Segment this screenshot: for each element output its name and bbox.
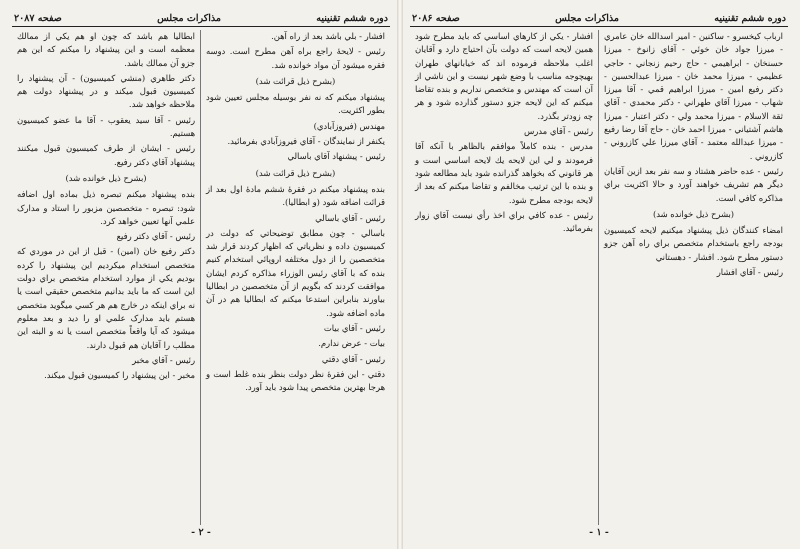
paragraph: رئيس - آقاي دقتي [321,353,385,364]
left-header-section: دوره ششم تقنينيه [316,13,388,24]
paragraph: پيشنهاد ميکنم که نه نفر بوسيله مجلس تعيين شود بطور اكثريت. [206,92,385,116]
left-page-footer: - ۲ - [191,527,211,538]
paragraph: مدرس - بنده كاملاً موافقم بالظاهر با آنكه آقا فرمودند و لي اين لايحه يك لايحه اساسي است و هر قانوني كه بخواهد گذرانده شود بايد مطالعه شود و بنده با اين ترتيب مخالفم و تقاضا ميكنم كه بعد از لايحه بودجه مطرح شود. [415,141,593,205]
right-page-header [410,6,788,27]
paragraph: يكنفر از نمايندگان - آقاي فيروزآبادي بفرمائيد. [227,136,385,147]
paragraph: مهندس (فيروزآبادي) [313,120,385,131]
right-page-left-column [410,30,599,525]
right-header-title: مذاكرات مجلس [555,13,619,24]
left-page [12,6,390,541]
book-gutter [397,0,403,549]
right-page-right-column [599,30,788,525]
paragraph: رئيس - آقاي دكتر رفيع [116,231,195,242]
paragraph: افشار - بلي باشد بعد از راه آهن. [271,31,385,41]
left-header-title: مذاكرات مجلس [157,13,221,24]
paragraph: دقتي - اين فقرهٔ نظر دولت بنظر بنده غلط است و هرجا بهترين متخصص پيدا شود بايد آورد. [206,368,385,393]
paragraph: بنده پيشنهاد ميکنم در فقرهٔ ششم مادهٔ اول بعد از قرائت اضافه شود (و ابطاليا). [206,183,385,208]
centered-note: (بشرح ذيل قرائت شد) [255,167,336,178]
paragraph: ارباب كيخسرو - ساكنين - امير اسدالله خان عامري - ميرزا جواد خان خوئي - آقاي زانوخ - ميرزا حسنخان - ابراهيمي - حاج رحيم زنجاني - حاجي عظيمي - ميرزا محمد خان - ميرزا عبدالحسين - دكتر رفيع امين - ميرزا ابراهيم قمي - آقا ميرزا شهاب - ميرزا آقاي طهراني - دكتر محمدي - آقاي ثقة الاسلام - ميرزا محمد ولي - دكتر اعتبار - ميرزا هاشم آشتياني - ميرزا احمد خان - حاج آقا رضا رفيع - ميرزا عبدالله معتمد - آقاي ميرزا علي كازروني - كازروني . [604,31,783,161]
paragraph: رئيس - عده حاضر هشتاد و سه نفر بعد ازين آقايان ديگر هم تشريف خواهند آورد و حالا اكثريت براي مذاكره كافي است. [604,165,783,203]
right-header-page-number: صفحه ۲۰۸۶ [412,13,460,24]
paragraph: دكتر رفيع خان (امين) - قبل از اين در موردي كه متخصص استخدام ميكرديم اين پيشنهاد را كرده بوديم يكي از موارد استخدام متخصص براي دولت اين است كه ما بايد بدانيم متخصص حقيقي است يا نه براي اينكه در خارج هم هر كسي ميگويد متخصص هستم بايد مدارک علمي او را ديد و بعد معلوم ميشود كه آيا واقعاً متخصص است يا نه و البته اين مطلب را آقايان هم قبول دارند. [17,246,195,350]
right-page-footer: - ۱ - [589,527,609,538]
paragraph: رئيس - آقا سيد يعقوب - آقا ما عضو كميسيون هستيم. [17,114,195,139]
paragraph: رئيس - پيشنهاد آقاي باسالي [287,151,385,162]
paragraph: مخبر - اين پيشنهاد را كميسيون قبول ميكند. [44,370,195,381]
paragraph: افشار - يكي از كارهاي اساسي كه بايد مطرح شود همين لايحه است كه دولت بآن احتياج دارد و آقايان اغلب ملاحظه فرموده اند كه خيابانهاي طهران بهيچوجه مناسب با وضع شهر نيست و اين ناشي از آن است كه مهندس و متخصص نداريم و بنده تقاضا ميكنم كه اين لايحه جزو دستور گذارده شود و هر چه زودتر بگذرد. [415,31,593,121]
paragraph: دكتر طاهري (منشي كميسيون) - آن پيشنهاد را كميسيون قبول ميكند و در پيشنهاد دولت هم ملاحظه خواهد شد. [17,72,195,110]
centered-note: (بشرح ذيل خوانده شد) [652,208,735,219]
paragraph: رئيس - آقاي مدرس [524,126,593,137]
centered-note: (بشرح ذيل قرائت شد) [255,75,336,86]
left-page-header [12,6,390,27]
paragraph: بيات - عرض ندارم. [318,338,385,349]
paragraph: رئيس - آقاي باسالي [315,212,385,223]
paragraph: رئيس - آقاي مخبر [132,354,195,365]
paragraph: رئيس - عده كافي براي اخذ رأي نيست آقاي زوار بفرمائيد. [415,209,593,234]
paragraph: رئيس - آقاي افشار [716,267,783,278]
paragraph: رئيس - ايشان از طرف كميسيون قبول ميكنند پيشنهاد آقاي دكتر رفيع. [17,143,195,167]
right-page [410,6,788,541]
right-page-columns [410,30,788,525]
paragraph: بنده پيشنهاد ميکنم تبصره ذيل بماده اول اضافه شود: تبصره - متخصصين مزبور را استاد و مدارک علمي آنها تعيين خواهد كرد. [17,189,195,226]
right-header-section: دوره ششم تقنينيه [714,13,786,24]
paragraph: امضاء كنندگان ذيل پيشنهاد ميکنيم لايحه كميسيون بودجه راجع باستخدام متخصص براي راه آهن جزو دستور مطرح شود. افشار - دهستاني [604,225,783,262]
left-page-left-column [12,30,201,525]
paragraph: رئيس - لايحهٔ راجع براه آهن مطرح است. دوسه فقره ميشود آن مواد خوانده شد. [206,46,385,70]
left-header-page-number: صفحه ۲۰۸۷ [14,13,62,24]
paragraph: رئيس - آقاي بيات [323,322,385,333]
centered-note: (بشرح ذيل خوانده شد) [65,172,147,183]
left-page-right-column [201,30,390,525]
paragraph: باسالي - چون مطابق توضيحاتي كه دولت در كميسيون داده و نظرياتي كه اظهار كردند قرار شد متخصصين را از دول مختلفه اروپائي استخدام كنيم بنده كه با آقاي رئيس الوزراء مذاكره كردم ايشان موافقت كردند كه بگويم از آن متخصصين در ابطاليا بياورند بنابراين استدعا ميكنم كه ابطاليا هم در آن ماده اضافه شود. [206,227,385,318]
left-page-columns [12,30,390,525]
paragraph: ابطاليا هم باشد كه چون او هم يكي از ممالك معظمه است و اين پيشنهاد را ميكنم كه اين هم جزو آن ممالك باشد. [17,31,195,68]
